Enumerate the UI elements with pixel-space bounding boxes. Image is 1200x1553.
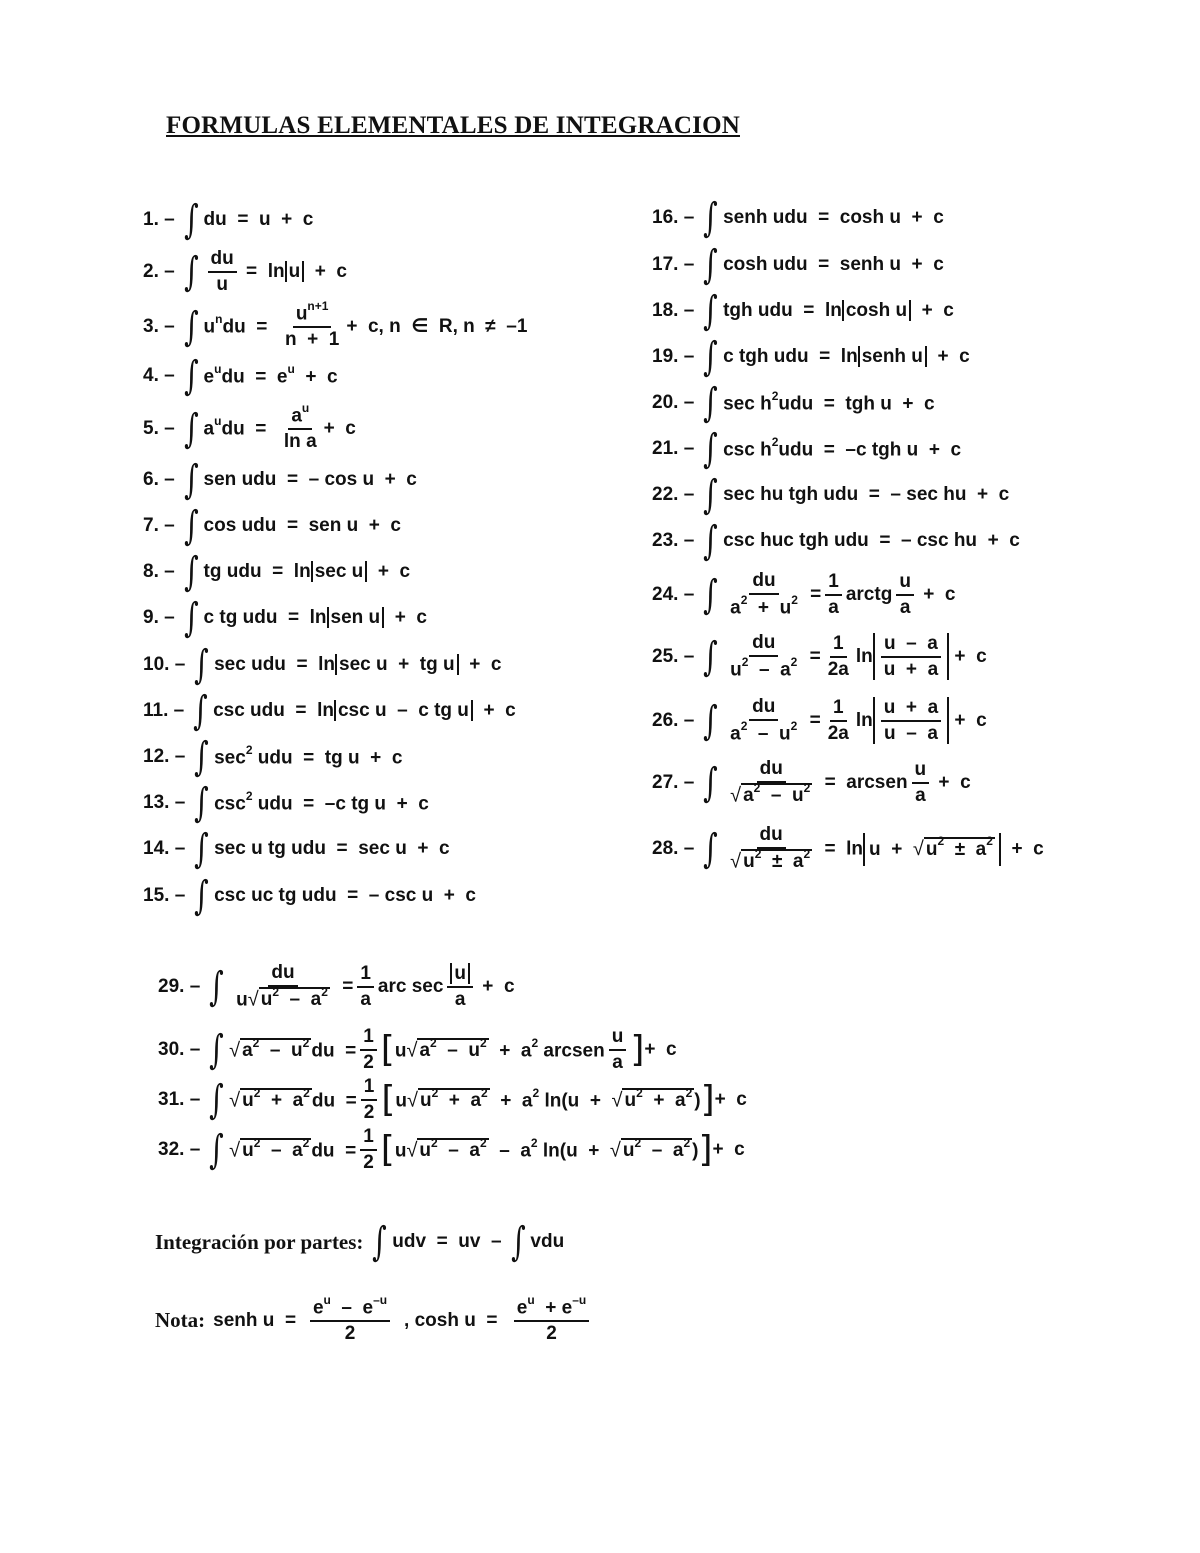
fraction: $\frac{u^{n+1}}{n + 1}$ bbox=[284, 299, 340, 351]
formula-8 bbox=[143, 549, 411, 595]
formula-23 bbox=[652, 518, 1020, 564]
integral-sign: ∫ bbox=[183, 405, 199, 452]
formula-number: 2. – bbox=[143, 260, 175, 282]
formula-body: = bbox=[336, 975, 354, 997]
formula-7 bbox=[143, 503, 401, 549]
formula-body: arc sec bbox=[377, 975, 444, 997]
integral-sign: ∫ bbox=[703, 334, 718, 380]
formula-18 bbox=[652, 288, 954, 334]
formula-body: cos udu = sen u + c bbox=[203, 515, 401, 536]
integral-sign: ∫ bbox=[703, 518, 718, 564]
formula-29 bbox=[158, 962, 515, 1011]
formula-body: + c bbox=[949, 709, 987, 731]
integral-sign: ∫ bbox=[183, 457, 199, 503]
formula-number: 25. – bbox=[652, 645, 695, 667]
formula-12 bbox=[143, 734, 403, 780]
formula-number: 8. – bbox=[143, 561, 175, 582]
formula-number: 3. – bbox=[143, 315, 175, 337]
fraction: $\frac{du}{u√ u^2 - a^2}$ bbox=[236, 962, 328, 1011]
fraction: $\frac{du}{u^2 - a^2}$ bbox=[730, 632, 798, 681]
integral-sign: ∫ bbox=[183, 197, 199, 243]
integral-sign: ∫ bbox=[703, 472, 718, 518]
partes-label: Integración por partes: bbox=[155, 1229, 364, 1254]
formula-body: + c bbox=[323, 417, 356, 439]
fraction: $\frac{du}{√ a^2 - u^2}$ bbox=[730, 758, 811, 807]
integral-sign: ∫ bbox=[209, 1026, 224, 1073]
integral-sign: ∫ bbox=[183, 303, 199, 350]
formula-body: $a^udu$ = bbox=[203, 414, 277, 440]
bracket: ] bbox=[698, 1128, 713, 1170]
formula-body: u√ $u^2 + a^2 + a^2$ ln(u + √ $u^2 + a^2$ ) bbox=[395, 1085, 701, 1111]
integral-sign: ∫ bbox=[703, 633, 718, 680]
fraction: $\frac{1}{2}$ bbox=[360, 1026, 377, 1074]
formula-9 bbox=[143, 595, 427, 641]
formula-body: u√ $a^2 - u^2 + a^2$ arcsen bbox=[394, 1035, 605, 1061]
fraction: $\frac{u}{a}$ bbox=[609, 1026, 627, 1074]
formula-number: 13. – bbox=[143, 792, 186, 813]
formula-body: tgh udu = ln cosh u + c bbox=[723, 300, 954, 321]
fraction: $\frac{1}{2a}$ bbox=[827, 696, 849, 744]
formula-number: 30. – bbox=[158, 1038, 201, 1060]
formula-body: √ $u^2 - a^2$ du = bbox=[229, 1135, 357, 1161]
integral-sign: ∫ bbox=[183, 353, 199, 399]
formula-body: sen udu = – cos u + c bbox=[203, 469, 417, 490]
formula-5 bbox=[143, 401, 356, 453]
formula-body: + c bbox=[949, 645, 987, 667]
formula-30 bbox=[158, 1026, 677, 1074]
integral-sign: ∫ bbox=[703, 825, 718, 872]
formula-body: $\sec^2$ udu = tg u + c bbox=[214, 742, 403, 769]
formula-16 bbox=[652, 195, 944, 241]
formula-number: 20. – bbox=[652, 392, 695, 413]
fraction: $\frac{1}{2a}$ bbox=[827, 632, 849, 680]
absolute-value: $\frac{u - a}{u + a}$ bbox=[873, 633, 949, 681]
formula-body: csc udu = ln csc u – c tg u + c bbox=[213, 700, 516, 721]
fraction: $\frac{1}{a}$ bbox=[357, 963, 374, 1011]
formula-number: 31. – bbox=[158, 1088, 201, 1110]
formula-10 bbox=[143, 642, 502, 688]
formula-body: + c bbox=[714, 1088, 747, 1110]
nota-label: Nota: bbox=[155, 1308, 206, 1332]
formula-body: = ln u + c bbox=[240, 260, 347, 282]
formula-number: 10. – bbox=[143, 654, 186, 675]
formula-body: ln bbox=[855, 645, 873, 667]
integral-sign: ∫ bbox=[703, 288, 718, 334]
formula-24 bbox=[652, 570, 955, 619]
page-title: FORMULAS ELEMENTALES DE INTEGRACION bbox=[166, 112, 740, 139]
bracket: [ bbox=[381, 1078, 396, 1120]
formula-body: csc huc tgh udu = – csc hu + c bbox=[723, 530, 1020, 551]
formula-17 bbox=[652, 242, 944, 288]
formula-body: du = u + c bbox=[203, 209, 314, 230]
fraction: $\frac{a^u}{\text{ln a}}$ bbox=[283, 401, 317, 453]
formula-body: + c bbox=[477, 975, 515, 997]
formula-body: $\csc^2$ udu = –c tg u + c bbox=[214, 788, 429, 815]
integral-sign: ∫ bbox=[703, 571, 718, 618]
formula-body: c tgh udu = ln senh u + c bbox=[723, 346, 970, 367]
formula-number: 26. – bbox=[652, 709, 695, 731]
formula-14 bbox=[143, 826, 450, 872]
formula-body: $e^udu = e^u + c$ bbox=[203, 361, 338, 388]
formula-20 bbox=[652, 380, 935, 426]
formula-28 bbox=[652, 824, 1044, 873]
integral-sign: ∫ bbox=[183, 595, 199, 641]
formula-body: arctg bbox=[845, 583, 893, 605]
fraction: $\frac{1}{2}$ bbox=[361, 1076, 378, 1124]
formula-number: 29. – bbox=[158, 975, 201, 997]
formula-number: 18. – bbox=[652, 300, 695, 321]
formula-15 bbox=[143, 873, 476, 919]
fraction: $\frac{u}{a}$ bbox=[447, 963, 473, 1011]
formula-body: √ $u^2 + a^2$ du = bbox=[229, 1085, 357, 1111]
fraction: $\frac{du}{a^2 - u^2}$ bbox=[730, 696, 798, 745]
integral-sign: ∫ bbox=[209, 1076, 224, 1123]
fraction: $\frac{1}{2}$ bbox=[360, 1126, 377, 1174]
formula-number: 21. – bbox=[652, 438, 695, 459]
formula-number: 32. – bbox=[158, 1138, 201, 1160]
formula-body: + c bbox=[933, 771, 971, 793]
integral-sign: ∫ bbox=[193, 688, 208, 734]
bracket: [ bbox=[380, 1028, 395, 1070]
formula-number: 6. – bbox=[143, 469, 175, 490]
formula-number: 11. – bbox=[143, 700, 185, 721]
integral-sign: ∫ bbox=[510, 1219, 526, 1265]
integral-sign: ∫ bbox=[209, 963, 224, 1010]
formula-body: , cosh u = bbox=[404, 1309, 498, 1331]
formula-body: sec udu = ln sec u + tg u + c bbox=[214, 654, 502, 675]
absolute-value: $\frac{u + a}{u - a}$ bbox=[873, 697, 949, 745]
formula-number: 16. – bbox=[652, 207, 695, 228]
formula-body: sec u tg udu = sec u + c bbox=[214, 838, 450, 859]
formula-body: senh udu = cosh u + c bbox=[723, 207, 944, 228]
formula-body: csc uc tg udu = – csc u + c bbox=[214, 885, 476, 906]
formula-body: = ln u + √ $u^2 \pm a^2 + c$ bbox=[819, 836, 1044, 860]
formula-31 bbox=[158, 1076, 747, 1124]
formula-body: √ $a^2 - u^2$ du = bbox=[229, 1035, 357, 1061]
formula-number: 9. – bbox=[143, 607, 175, 628]
formula-number: 28. – bbox=[652, 837, 695, 859]
formula-number: 5. – bbox=[143, 417, 175, 439]
bracket: ] bbox=[700, 1078, 715, 1120]
integral-sign: ∫ bbox=[183, 503, 199, 549]
integral-sign: ∫ bbox=[183, 248, 199, 295]
formula-number: 12. – bbox=[143, 746, 186, 767]
integral-sign: ∫ bbox=[703, 426, 718, 472]
formula-body: ln bbox=[855, 709, 873, 731]
formula-body: sec hu tgh udu = – sec hu + c bbox=[723, 484, 1010, 505]
integral-sign: ∫ bbox=[183, 549, 199, 595]
formula-number: 14. – bbox=[143, 838, 186, 859]
formula-22 bbox=[652, 472, 1010, 518]
integral-sign: ∫ bbox=[703, 759, 718, 806]
bracket: ] bbox=[630, 1028, 645, 1070]
formula-2 bbox=[143, 248, 347, 296]
fraction: $\frac{u}{a}$ bbox=[912, 759, 930, 807]
integral-sign: ∫ bbox=[194, 734, 209, 780]
formula-body: $\sec h^2udu$ = tgh u + c bbox=[723, 388, 935, 415]
formula-4 bbox=[143, 353, 338, 399]
formula-25 bbox=[652, 632, 987, 681]
fraction: $\frac{1}{a}$ bbox=[825, 571, 842, 619]
formula-6 bbox=[143, 457, 417, 503]
formula-3 bbox=[143, 299, 528, 351]
formula-number: 23. – bbox=[652, 530, 695, 551]
formula-19 bbox=[652, 334, 970, 380]
integral-sign: ∫ bbox=[372, 1219, 388, 1265]
formula-number: 27. – bbox=[652, 771, 695, 793]
formula-body: $\csc h^2udu = -c$ tgh u + c bbox=[723, 434, 962, 461]
bracket: [ bbox=[380, 1128, 395, 1170]
formula-number: 17. – bbox=[652, 254, 695, 275]
integral-sign: ∫ bbox=[194, 873, 209, 919]
fraction: $\frac{du}{√ u^2 \pm a^2}$ bbox=[730, 824, 811, 873]
formula-number: 15. – bbox=[143, 885, 186, 906]
integration-by-parts bbox=[155, 1219, 565, 1265]
fraction: $\frac{e^u + e^{-u}}{2}$ bbox=[502, 1296, 602, 1345]
formula-number: 1. – bbox=[143, 209, 175, 230]
formula-11 bbox=[143, 688, 516, 734]
formula-body: u√ $u^2 - a^2 - a^2$ ln(u + √ $u^2 - a^2$ ) bbox=[394, 1135, 699, 1161]
fraction: $\frac{du}{u}$ bbox=[208, 248, 237, 296]
integral-sign: ∫ bbox=[194, 826, 209, 872]
fraction: $\frac{u}{a}$ bbox=[896, 571, 914, 619]
formula-body: tg udu = ln sec u + c bbox=[203, 561, 411, 582]
integral-sign: ∫ bbox=[703, 697, 718, 744]
integral-sign: ∫ bbox=[703, 195, 718, 241]
formula-body: vdu bbox=[530, 1231, 565, 1252]
formula-13 bbox=[143, 780, 429, 826]
formula-number: 22. – bbox=[652, 484, 695, 505]
formula-body: udv = uv – bbox=[392, 1231, 502, 1252]
formula-body: = bbox=[804, 583, 822, 605]
formula-body: $u^ndu$ = bbox=[203, 312, 278, 338]
integral-sign: ∫ bbox=[209, 1126, 224, 1173]
integral-sign: ∫ bbox=[194, 642, 209, 688]
formula-32 bbox=[158, 1126, 745, 1174]
formula-26 bbox=[652, 696, 987, 745]
formula-body: = arcsen bbox=[819, 771, 908, 793]
note bbox=[155, 1293, 606, 1345]
formula-number: 4. – bbox=[143, 365, 175, 386]
integral-sign: ∫ bbox=[194, 780, 209, 826]
formula-body: + c bbox=[644, 1038, 677, 1060]
formula-number: 19. – bbox=[652, 346, 695, 367]
formula-21 bbox=[652, 426, 962, 472]
formula-body: + c, n ∈ R, n ≠ –1 bbox=[346, 316, 528, 337]
formula-body: cosh udu = senh u + c bbox=[723, 254, 944, 275]
formula-body: c tg udu = ln sen u + c bbox=[203, 607, 427, 628]
formula-body: = bbox=[804, 709, 821, 731]
formula-body: + c bbox=[712, 1138, 745, 1160]
fraction: $\frac{du}{a^2 + u^2}$ bbox=[730, 570, 798, 619]
formula-body: = bbox=[804, 645, 821, 667]
formula-number: 24. – bbox=[652, 583, 695, 605]
formula-body: senh u = bbox=[213, 1309, 297, 1331]
formula-body: + c bbox=[917, 583, 956, 605]
formula-number: 7. – bbox=[143, 515, 175, 536]
integral-sign: ∫ bbox=[703, 242, 718, 288]
formula-27 bbox=[652, 758, 971, 807]
integral-sign: ∫ bbox=[703, 380, 718, 426]
formula-1 bbox=[143, 197, 314, 243]
fraction: $\frac{e^u - e^{-u}}{2}$ bbox=[300, 1296, 400, 1345]
